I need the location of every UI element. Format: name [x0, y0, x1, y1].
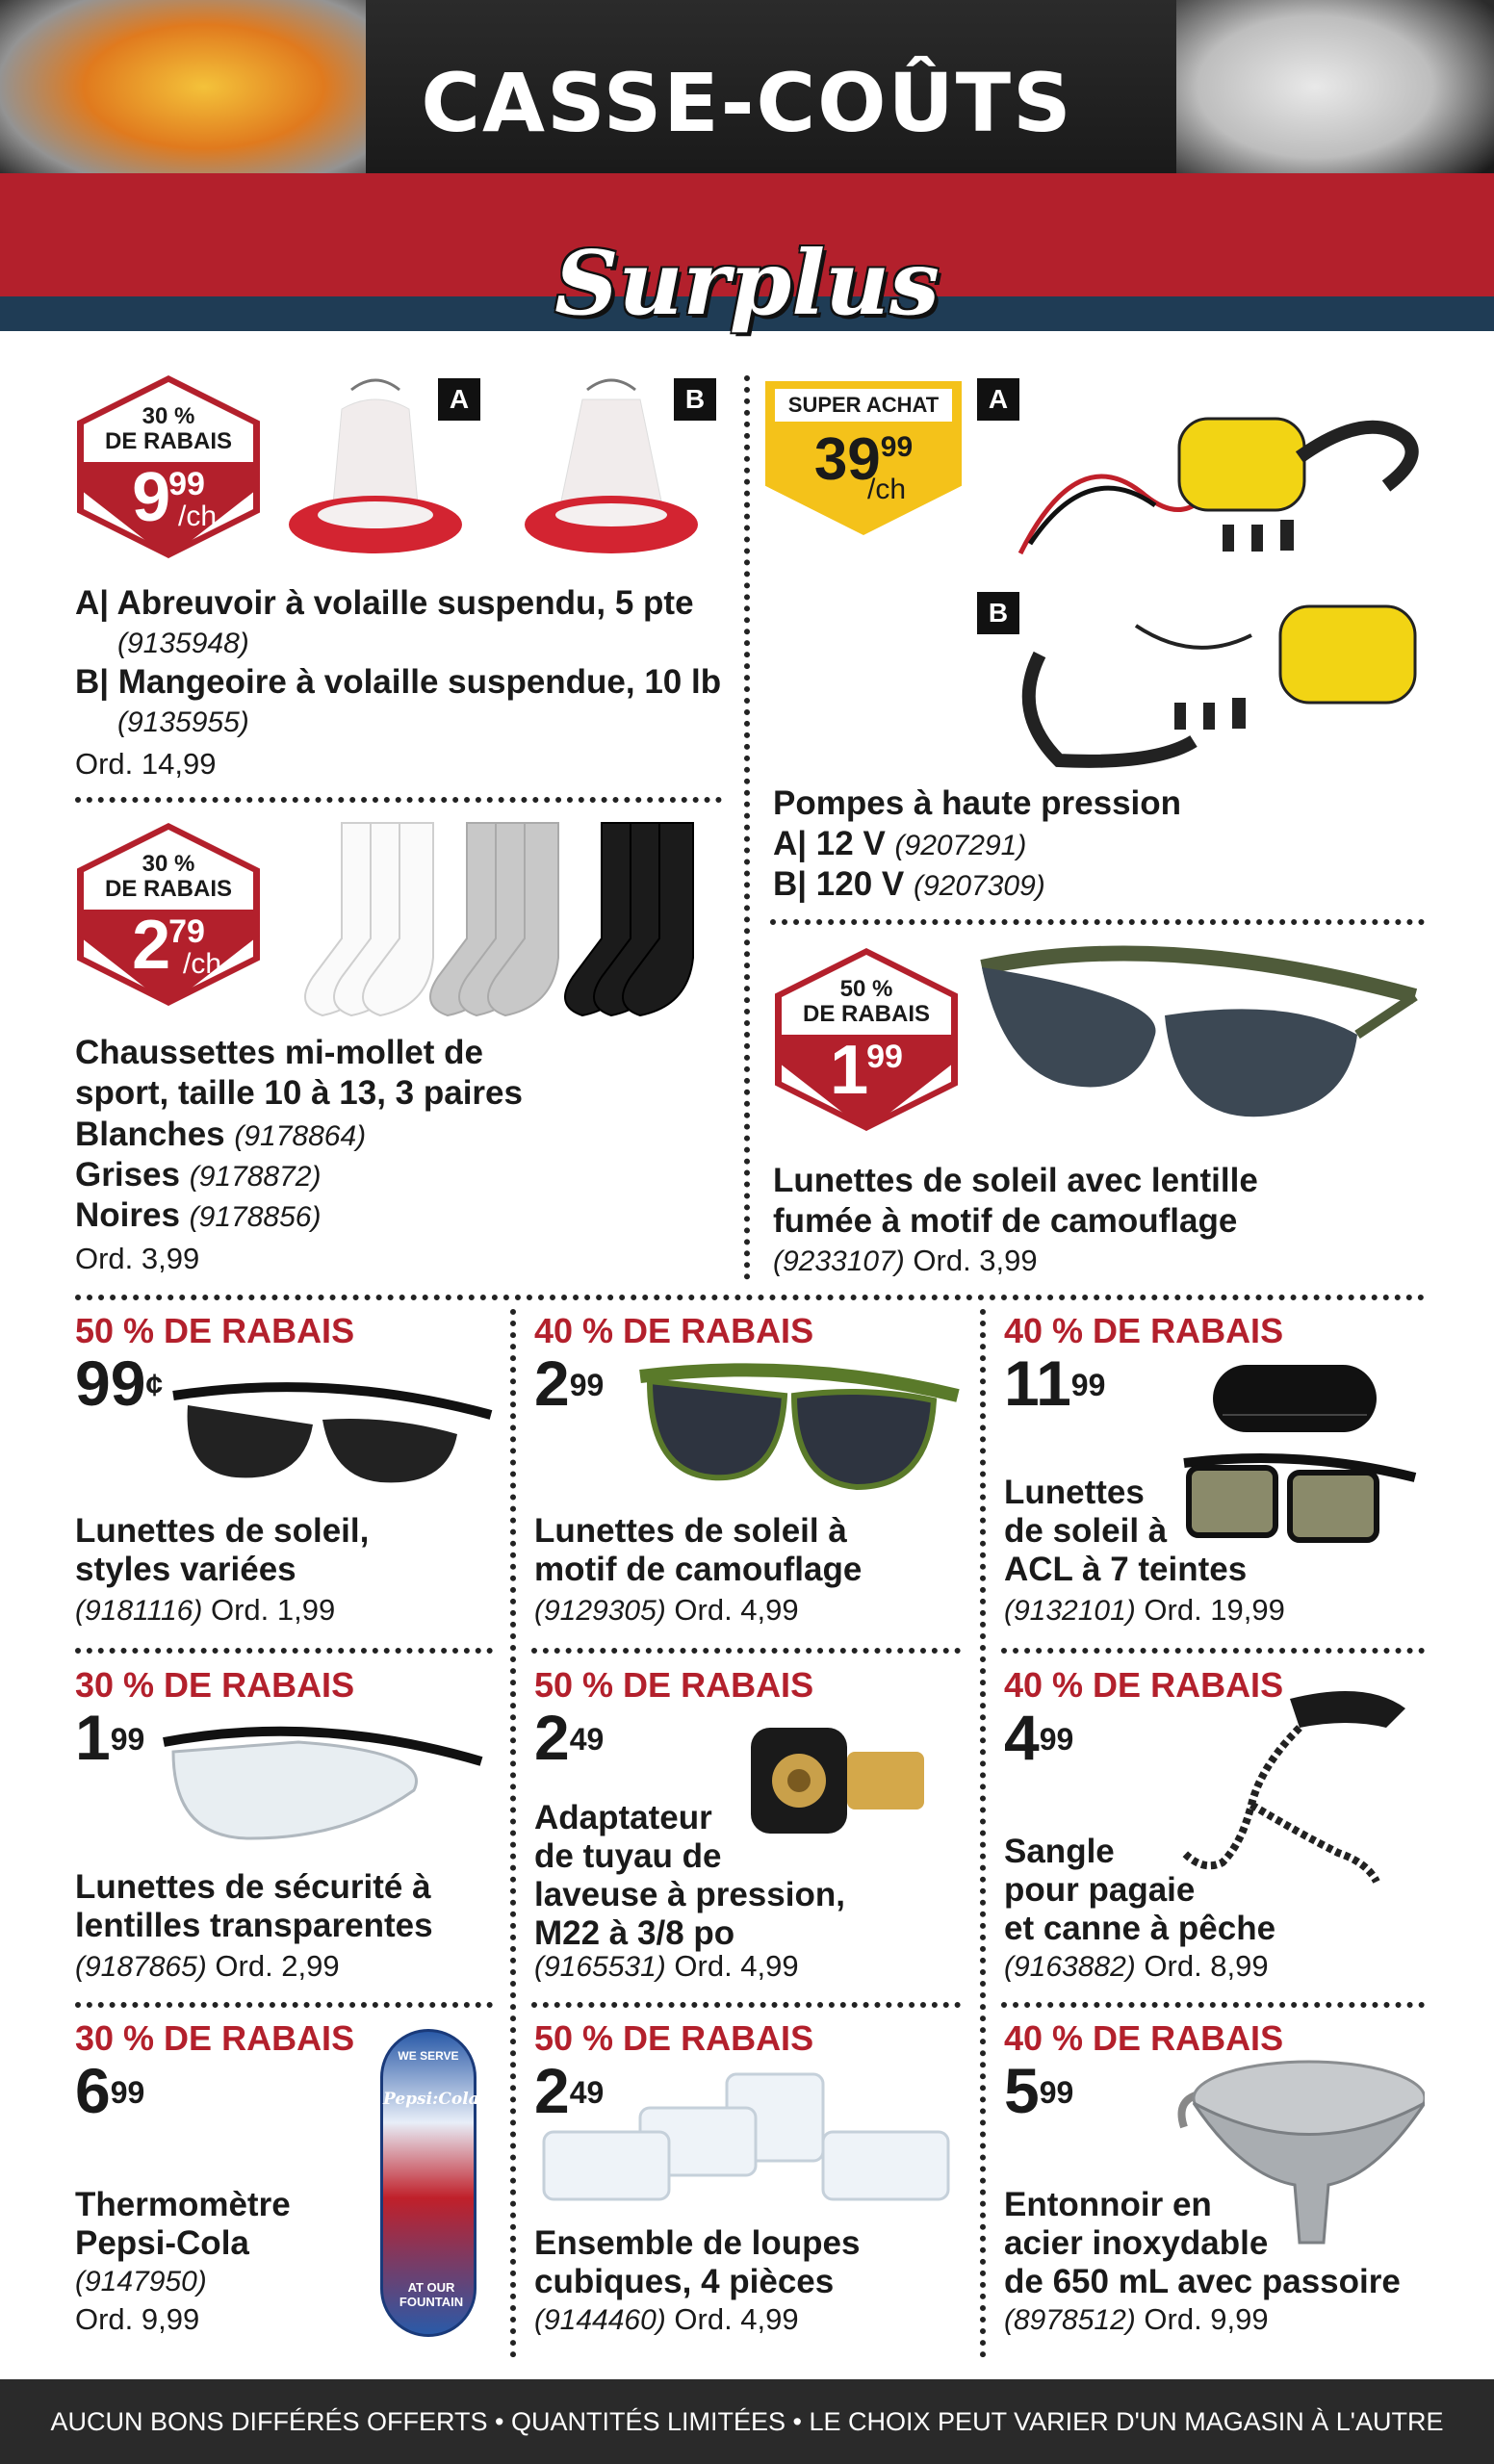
price: 99¢: [75, 1348, 164, 1419]
sku: (9135955): [117, 706, 249, 738]
discount-badge: 30 % DE RABAIS 279 /ch: [77, 823, 260, 1006]
discount-label: 50 % DE RABAIS: [534, 2018, 814, 2058]
page-title: CASSE-COÛTS: [421, 56, 1073, 150]
product-title: Lunettes: [1004, 1474, 1145, 1511]
lcd-sunglasses-image: [1174, 1449, 1425, 1554]
discount-label: 50 % DE RABAIS: [75, 1311, 355, 1350]
product-title: Thermomètre: [75, 2186, 291, 2223]
header-banner: [0, 0, 1494, 335]
product-title: lentilles transparentes: [75, 1907, 433, 1944]
socks-image: [284, 813, 727, 1030]
product-title: Pepsi-Cola: [75, 2224, 249, 2262]
product-title: M22 à 3/8 po: [534, 1914, 735, 1952]
sku-line: (9187865) Ord. 2,99: [75, 1949, 340, 1983]
product-title: Lunettes de sécurité à: [75, 1868, 431, 1906]
tag-b: B: [674, 378, 716, 421]
product-title: et canne à pêche: [1004, 1910, 1276, 1947]
sku-line: (9233107) Ord. 3,99: [773, 1244, 1038, 1277]
divider-vertical: [744, 375, 750, 1280]
product-title: Chaussettes mi-mollet de: [75, 1034, 483, 1071]
super-achat-badge: SUPER ACHAT 3999 /ch: [765, 381, 962, 535]
discount-label: 50 % DE RABAIS: [534, 1665, 814, 1705]
product-title: laveuse à pression,: [534, 1876, 845, 1913]
product-title: sport, taille 10 à 13, 3 paires: [75, 1074, 523, 1112]
product-title: pour pagaie: [1004, 1871, 1196, 1909]
sku-line: (9132101) Ord. 19,99: [1004, 1593, 1285, 1627]
divider-horizontal: [75, 797, 722, 803]
tag-a: A: [977, 378, 1019, 421]
price: 499: [1004, 1702, 1074, 1773]
product-title: Lunettes de soleil,: [75, 1512, 370, 1550]
regular-price: Ord. 14,99: [75, 747, 217, 781]
safety-glasses-image: [154, 1713, 491, 1848]
sku-line: (9129305) Ord. 4,99: [534, 1593, 799, 1627]
variant: Noires (9178856): [75, 1196, 322, 1234]
sku-line: (8978512) Ord. 9,99: [1004, 2302, 1269, 2336]
sku-line: (9181116) Ord. 1,99: [75, 1593, 336, 1627]
product-title: cubiques, 4 pièces: [534, 2263, 835, 2300]
regular-price: Ord. 3,99: [75, 1242, 200, 1275]
divider-horizontal: [75, 2002, 493, 2008]
divider-horizontal: [75, 1295, 1425, 1300]
discount-label: 40 % DE RABAIS: [1004, 2018, 1284, 2058]
glasses-case-image: [1165, 1357, 1425, 1444]
discount-label: 40 % DE RABAIS: [1004, 1665, 1284, 1705]
sku: (9135948): [117, 628, 249, 659]
product-line: A| Abreuvoir à volaille suspendu, 5 pte: [75, 584, 694, 622]
variant: Grises (9178872): [75, 1156, 322, 1194]
discount-label: 40 % DE RABAIS: [1004, 1311, 1284, 1350]
sku-line: (9163882) Ord. 8,99: [1004, 1949, 1269, 1983]
divider-horizontal: [1001, 2002, 1425, 2008]
footer-disclaimer: AUCUN BONS DIFFÉRÉS OFFERTS • QUANTITÉS LIMITÉES • LE CHOIX PEUT VARIER D'UN MAGASIN À L'AUTRE: [0, 2379, 1494, 2464]
discount-badge: 50 % DE RABAIS 199: [775, 948, 958, 1131]
divider-horizontal: [770, 919, 1425, 925]
discount-label: 30 % DE RABAIS: [75, 1665, 355, 1705]
tag-b: B: [977, 592, 1019, 634]
pepsi-thermometer-image: WE SERVE Pepsi:Cola AT OUR FOUNTAIN: [380, 2029, 477, 2337]
product-title: ACL à 7 teintes: [1004, 1551, 1248, 1588]
air-pump-12v-image: [1001, 380, 1425, 573]
divider-horizontal: [531, 2002, 961, 2008]
divider-vertical: [510, 1309, 516, 2358]
variant: Blanches (9178864): [75, 1116, 367, 1153]
product-title: de soleil à: [1004, 1512, 1168, 1550]
sku-line: (9144460) Ord. 4,99: [534, 2302, 799, 2336]
product-line: A| 12 V (9207291): [773, 825, 1027, 862]
product-line: B| 120 V (9207309): [773, 865, 1045, 903]
price: 1199: [1004, 1348, 1106, 1419]
discount-badge: 30 % DE RABAIS 999 /ch: [77, 375, 260, 558]
price: 249: [534, 2055, 605, 2126]
poultry-feeder-image: [520, 371, 703, 573]
sunglasses-image: [168, 1376, 496, 1492]
camo-sunglasses-image: [972, 938, 1425, 1141]
product-title: fumée à motif de camouflage: [773, 1202, 1238, 1240]
product-title: Entonnoir en: [1004, 2186, 1212, 2223]
sku: (9147950): [75, 2266, 207, 2297]
divider-horizontal: [531, 1648, 961, 1654]
regular-price: Ord. 9,99: [75, 2302, 200, 2336]
product-title: motif de camouflage: [534, 1551, 863, 1588]
product-title: acier inoxydable: [1004, 2224, 1269, 2262]
product-line: B| Mangeoire à volaille suspendue, 10 lb: [75, 663, 722, 701]
product-title: Pompes à haute pression: [773, 784, 1182, 822]
discount-label: 30 % DE RABAIS: [75, 2018, 355, 2058]
price: 199: [75, 1702, 145, 1773]
divider-horizontal: [1001, 1648, 1425, 1654]
product-title: Lunettes de soleil avec lentille: [773, 1162, 1258, 1199]
poultry-waterer-image: [284, 371, 467, 573]
cube-magnifiers-image: [534, 2065, 958, 2209]
divider-vertical: [980, 1309, 986, 2358]
product-title: Lunettes de soleil à: [534, 1512, 847, 1550]
product-title: Ensemble de loupes: [534, 2224, 861, 2262]
discount-label: 40 % DE RABAIS: [534, 1311, 814, 1350]
price: 699: [75, 2055, 145, 2126]
product-title: styles variées: [75, 1551, 296, 1588]
divider-horizontal: [75, 1648, 493, 1654]
product-title: Adaptateur: [534, 1799, 712, 1836]
price: 299: [534, 1348, 605, 1419]
section-title: Surplus: [554, 231, 940, 335]
sku-line: (9165531) Ord. 4,99: [534, 1949, 799, 1983]
hose-adapter-image: [741, 1708, 953, 1853]
camo-sunglasses-image: [635, 1357, 963, 1502]
price: 599: [1004, 2055, 1074, 2126]
tag-a: A: [438, 378, 480, 421]
price: 249: [534, 1702, 605, 1773]
air-pump-120v-image: [1001, 597, 1425, 780]
product-title: de tuyau de: [534, 1837, 722, 1875]
product-title: Sangle: [1004, 1833, 1115, 1870]
product-title: de 650 mL avec passoire: [1004, 2263, 1401, 2300]
